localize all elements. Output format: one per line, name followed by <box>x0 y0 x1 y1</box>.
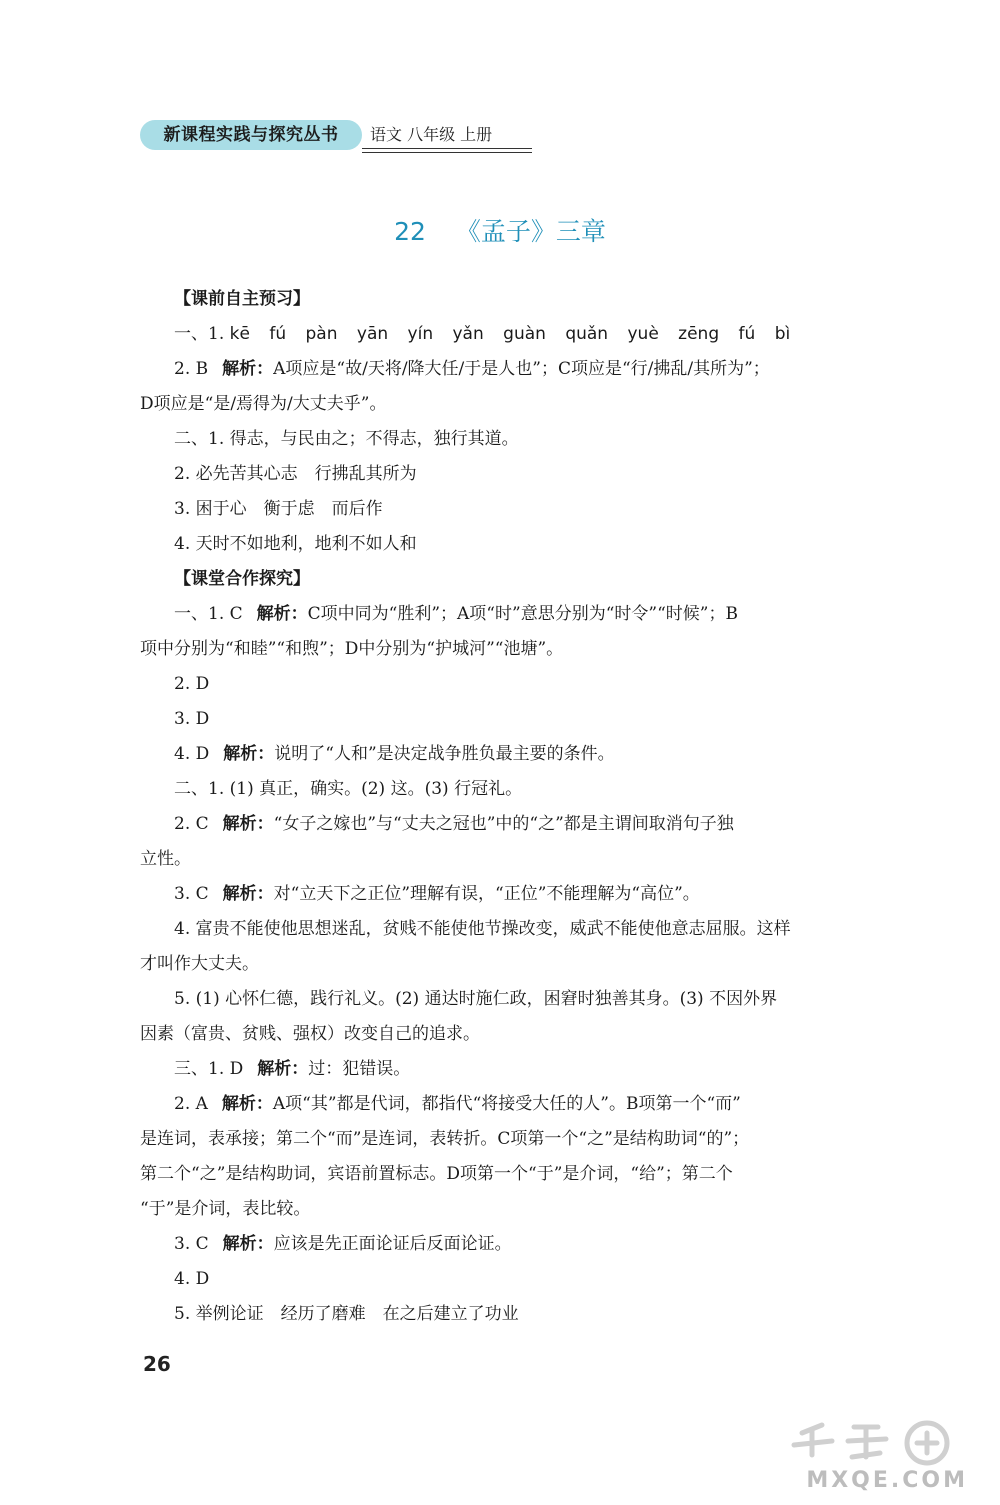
answer-line: 二、1. (1) 真正，确实。(2) 这。(3) 行冠礼。 <box>174 779 523 799</box>
item-answer: 3. C <box>174 1234 209 1254</box>
analysis-text: 对“立天下之正位”理解有误，“正位”不能理解为“高位”。 <box>273 884 700 904</box>
answer-line <box>140 352 902 387</box>
answer-line: 第二个“之”是结构助词，宾语前置标志。D项第一个“于”是介词，“给”；第二个 <box>140 1164 733 1184</box>
answer-line <box>140 737 902 772</box>
item-number: 一、1. <box>174 324 230 344</box>
answer-line: 2. 必先苦其心志 行拂乱其所为 <box>174 464 417 484</box>
answer-line: D项应是“是/焉得为/大丈夫乎”。 <box>140 394 387 414</box>
answer-line <box>140 877 902 912</box>
chapter-title <box>0 212 1000 248</box>
answer-line: 4. D <box>174 1269 210 1289</box>
answer-line: 4. 天时不如地利，地利不如人和 <box>174 534 417 554</box>
page-header <box>140 118 540 152</box>
header-rule <box>362 148 532 149</box>
page-number: 26 <box>143 1352 171 1376</box>
item-answer: 三、1. D <box>174 1059 244 1079</box>
chapter-name: 《孟子》三章 <box>455 217 606 246</box>
answer-line <box>140 1087 902 1122</box>
item-answer: 3. C <box>174 884 209 904</box>
chapter-number: 22 <box>394 217 426 246</box>
analysis-label: 解析： <box>222 814 274 834</box>
series-label: 新课程实践与探究丛书 <box>140 120 362 150</box>
answer-line: 4. 富贵不能使他思想迷乱，贫贱不能使他节操改变，威武不能使他意志屈服。这样 <box>174 919 791 939</box>
answer-line: 2. D <box>174 674 210 694</box>
answer-line <box>140 317 902 352</box>
answer-line <box>140 1227 902 1262</box>
answer-line: 是连词，表承接；第二个“而”是连词，表转折。C项第一个“之”是结构助词“的”； <box>140 1129 750 1149</box>
item-answer: 2. C <box>174 814 209 834</box>
analysis-text: 应该是先正面论证后反面论证。 <box>273 1234 512 1254</box>
answer-line <box>140 807 902 842</box>
answer-line: 项中分别为“和睦”“和煦”；D中分别为“护城河”“池塘”。 <box>140 639 564 659</box>
item-answer: 4. D <box>174 744 210 764</box>
analysis-label: 解析： <box>256 604 308 624</box>
analysis-text: “女子之嫁也”与“丈夫之冠也”中的“之”都是主谓间取消句子独 <box>273 814 734 834</box>
answer-line: 因素（富贵、贫贱、强权）改变自己的追求。 <box>140 1024 480 1044</box>
answer-line <box>140 1052 902 1087</box>
analysis-text: A项应是“故/天将/降大任/于是人也”；C项应是“行/拂乱/其所为”； <box>273 359 770 379</box>
analysis-text: A项“其”都是代词，都指代“将接受大任的人”。B项第一个“而” <box>272 1094 741 1114</box>
analysis-text: C项中同为“胜利”；A项“时”意思分别为“时令”“时候”；B <box>307 604 738 624</box>
item-answer: 2. B <box>174 359 209 379</box>
section-heading-preview: 【课前自主预习】 <box>174 289 310 309</box>
book-info: 语文 八年级 上册 <box>370 125 493 144</box>
item-answer: 2. A <box>174 1094 208 1114</box>
answer-line: “于”是介词，表比较。 <box>140 1199 311 1219</box>
answer-content <box>140 282 902 1332</box>
analysis-label: 解析： <box>222 1234 274 1254</box>
answer-line: 才叫作大丈夫。 <box>140 954 259 974</box>
section-heading-classroom: 【课堂合作探究】 <box>174 569 310 589</box>
analysis-label: 解析： <box>257 1059 309 1079</box>
answer-line: 二、1. 得志，与民由之；不得志，独行其道。 <box>174 429 519 449</box>
analysis-text: 说明了“人和”是决定战争胜负最主要的条件。 <box>274 744 615 764</box>
analysis-text: 过：犯错误。 <box>308 1059 411 1079</box>
analysis-label: 解析： <box>222 359 274 379</box>
answer-line: 5. 举例论证 经历了磨难 在之后建立了功业 <box>174 1304 519 1324</box>
analysis-label: 解析： <box>221 1094 273 1114</box>
item-answer: 一、1. C <box>174 604 243 624</box>
answer-line: 3. 困于心 衡于虑 而后作 <box>174 499 383 519</box>
answer-line: 3. D <box>174 709 210 729</box>
answer-line: 5. (1) 心怀仁德，践行礼义。(2) 通达时施仁政，困窘时独善其身。(3) 不因外界 <box>174 989 778 1009</box>
watermark-text: MXQE.COM <box>806 1468 968 1493</box>
analysis-label: 解析： <box>223 744 275 764</box>
pinyin-answers: kē fú pàn yān yín yǎn guàn quǎn yuè zēng fú bì <box>229 324 791 344</box>
answer-line <box>140 597 902 632</box>
answer-line: 立性。 <box>140 849 191 869</box>
analysis-label: 解析： <box>222 884 274 904</box>
header-rule-2 <box>362 152 532 153</box>
